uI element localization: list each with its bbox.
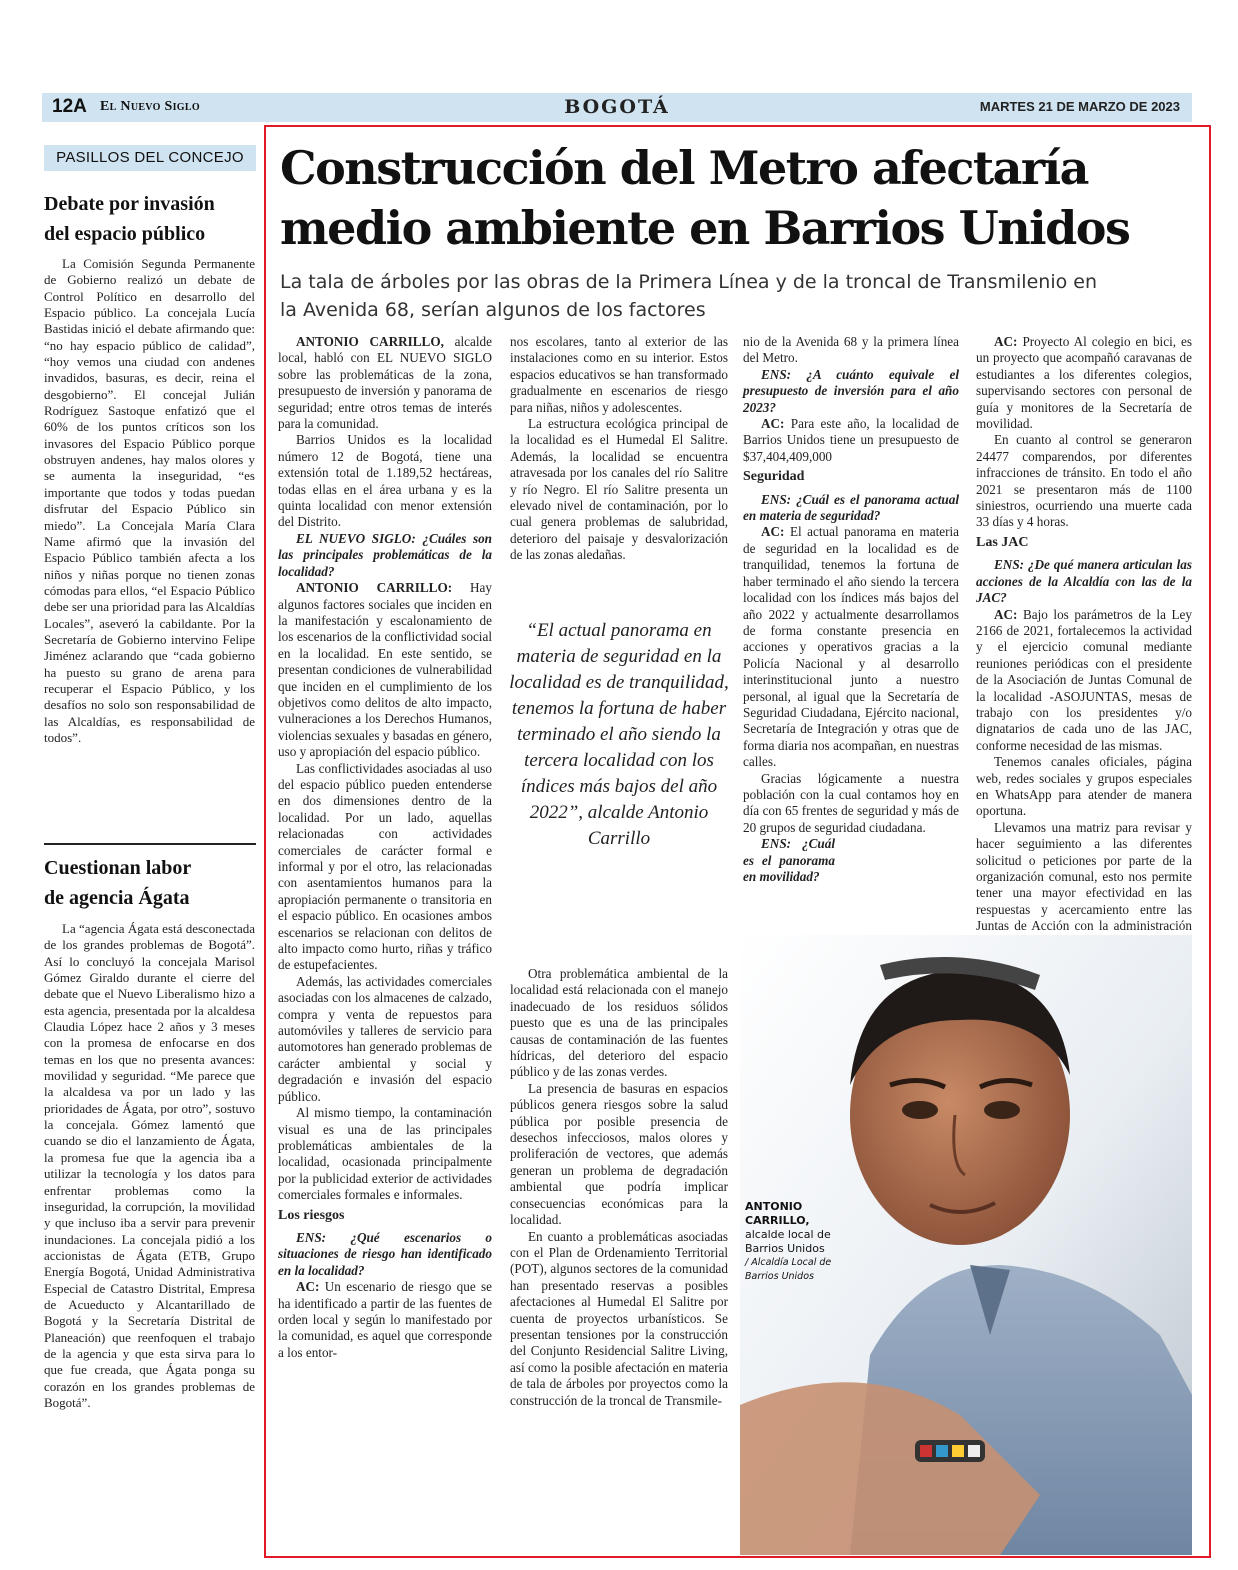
- article-column-2-bottom: [510, 966, 728, 1409]
- paragraph-text: Gracias lógicamente a nuestra población con la cual contamos hoy en día con 65 frentes de seguridad y más de 20 grupos de seguridad ciudadana.: [743, 770, 959, 835]
- answer-text: Hay algunos factores sociales que inciden en la manifestación y escalonamiento de los escenarios de la conflictividad social en la localidad. En este sentido, se presentan condiciones de vulnerabilidad que inciden en el cumplimiento de los objetivos como delitos de alto impacto, vulneraciones a los Derechos Humanos, violencias sexuales y basadas en género, uso y apropiación del espacio público.: [278, 580, 493, 760]
- question-label: ENS:: [761, 491, 792, 507]
- question-text: ¿A cuánto equivale el presupuesto de inversión para el año 2023?: [743, 366, 959, 415]
- caption-credit: / Alcaldía Local de Barrios Unidos: [745, 1257, 832, 1282]
- title-line: Construcción del Metro afectaría: [280, 141, 1088, 195]
- article-column-2-top: [510, 334, 728, 564]
- answer-text: Un escenario de riesgo que se ha identificado a partir de las fuentes de orden local y según lo manifestado por la comunidad, es aquel que corresponde a los entor-: [278, 1279, 493, 1360]
- question-text: ¿Qué escenarios o situaciones de riesgo han identificado en la localidad?: [278, 1229, 493, 1278]
- page-number: 12A: [52, 96, 87, 117]
- answer-label: AC:: [994, 334, 1018, 349]
- question-label: ENS:: [761, 836, 792, 852]
- paragraph-text: nos escolares, tanto al exterior de las instalaciones como en su interior. Estos espacios educativos se han transformado gradualmente en escenarios de riesgo para niñas, niños y adolescentes.: [510, 334, 728, 415]
- subheading: Las JAC: [976, 534, 1029, 550]
- paragraph-text: En cuanto a problemáticas asociadas con el Plan de Ordenamiento Territorial (POT), algunos sectores de la comunidad han presentado reservas a posibles afectaciones al Humedal El Salitre por cuenta de proyectos urbanísticos. Se presentan tensiones por la construcción del Conjunto Residencial Salitre Living, así como la posible afectación en materia de tala de árboles por proyectos como la construcción de la troncal de Transmile-: [510, 1228, 728, 1408]
- sidebar-tag: PASILLOS DEL CONCEJO: [56, 149, 244, 166]
- answer-label: AC:: [994, 606, 1018, 622]
- subheading: Los riesgos: [278, 1207, 345, 1223]
- paragraph-text: Barrios Unidos es la localidad número 12 de Bogotá, tiene una extensión total de 1.189,52 hectáreas, todas ellas en el área urbana y es la quinta localidad con menor extensión del Distrito.: [278, 432, 492, 530]
- answer-label: AC:: [761, 416, 785, 432]
- question-text: ¿Cuáles son las principales problemáticas de la localidad?: [278, 530, 493, 579]
- article-title: [280, 138, 1200, 258]
- answer-label: AC:: [296, 1279, 320, 1295]
- article-deck: [280, 268, 1190, 324]
- paragraph-text: Además, las actividades comerciales asociadas con los almacenes de calzado, compra y venta de repuestos para automóviles y talleres de servicio para automotores han generado problemas de carácter ambiental y social y degradación e invasión del espacio público.: [278, 973, 492, 1104]
- sidebar-story2-headline: [44, 853, 256, 913]
- section-name: BOGOTÁ: [564, 96, 670, 118]
- question-text: ¿Cuál es el panorama en movilidad?: [743, 836, 835, 884]
- photo-caption: [745, 1200, 840, 1284]
- paragraph-text: La presencia de basuras en espacios públicos genera riesgos sobre la salud pública por posible presencia de desechos infecciosos, malos olores y proliferación de vectores, que además generan un problema de degradación ambiental que podría implicar consecuencias económicas para la localidad.: [510, 1080, 728, 1228]
- lead-name: ANTONIO CARRILLO,: [296, 334, 444, 349]
- answer-label: AC:: [761, 524, 785, 540]
- answer-text: El actual panorama en materia de seguridad en la localidad es de tranquilidad, tenemos la fortuna de haber terminado el año siendo la tercera localidad con los índices más bajos del año 2022 y actualmente desarrollamos de forma constante presencia en acciones y operativos gracias a la Policía Nacional y al desarrollo interinstitucional junto a nuestro personal, al igual que la Secretaría de Seguridad Ciudadana, Ejército nacional, Secretaría de Integración y otras que de forma diaria nos acompañan, en nuestras calles.: [743, 524, 959, 770]
- paragraph-text: nio de la Avenida 68 y la primera línea del Metro.: [743, 334, 959, 366]
- subheading: Seguridad: [743, 469, 805, 485]
- issue-date: MARTES 21 DE MARZO DE 2023: [979, 99, 1180, 114]
- question-label: ENS:: [761, 366, 792, 382]
- question-label: EL NUEVO SIGLO:: [296, 530, 416, 546]
- story-paragraph: La “agencia Ágata está desconectada de los grandes problemas de Bogotá”. Así lo concluyó la concejala Marisol Gómez Giraldo durante el cierre del debate que el Nuevo Liberalismo hizo a esta agencia, presentada por la alcaldesa Claudia López hace 2 años y 3 meses con la promesa de enfocarse en dos temas en los que no presenta avances: movilidad y seguridad. “Me parece que la alcaldesa va por un lado y las prioridades de Ágata, por otro”, sostuvo la concejala. Gómez lamentó que cuando se dio el lanzamiento de Ágata, la promesa fue que la agencia iba a utilizar la tecnología y los datos para enfrentar problemas como la inseguridad, la corrupción, la movilidad y que incluso iba a servir para prevenir inundaciones. La concejala pidió a los accionistas de Ágata (ETB, Grupo Energía Bogotá, Unidad Administrativa Especial de Catastro Distrital, Empresa de Acueducto y Alcantarillado de Bogotá y la Secretaría Distrital de Planeación) que reenfoquen el trabajo de la agencia y que esta sirva para lo que fue creada, que Ágata ponga su corazón en los grandes problemas de Bogotá”.: [44, 921, 255, 1410]
- page-header: [42, 93, 1192, 122]
- headline-line: de agencia Ágata: [44, 887, 190, 909]
- question-label: ENS:: [994, 557, 1025, 573]
- paragraph-text: alcalde local, habló con EL NUEVO SIGLO sobre las problemáticas de la zona, presupuesto de inversión y panorama de seguridad; entre otros temas de interés para la comunidad.: [278, 334, 492, 432]
- sidebar-story2-body: [44, 921, 255, 1411]
- title-line: medio ambiente en Barrios Unidos: [280, 201, 1130, 255]
- newspaper-name: El Nuevo Siglo: [100, 99, 200, 114]
- answer-text: Bajo los parámetros de la Ley 2166 de 2021, fortalecemos la actividad y el ejercicio comunal mediante reuniones periódicas con el presidente de la Asociación de Juntas Comunal de la localidad -ASOJUNTAS, mesas de trabajo con los presidentes y/o dignatarios de cada uno de las JAC, conforme necesidad de las mismas.: [976, 606, 1192, 753]
- question-text: ¿De qué manera articulan las acciones de la Alcaldía con las de la JAC?: [976, 557, 1192, 606]
- pull-quote: “El actual panorama en materia de seguridad en la localidad es de tranquilidad, tenemos la fortuna de haber terminado el año siendo la tercera localidad con los índices más bajos del año 2022”, alcalde Antonio Carrillo: [509, 620, 729, 849]
- answer-text: Para este año, la localidad de Barrios Unidos tiene un presupuesto de $37,404,409,000: [743, 416, 959, 464]
- answer-label: ANTONIO CARRILLO:: [296, 580, 453, 596]
- paragraph-text: Llevamos una matriz para revisar y hacer seguimiento a las diferentes solicitud o peticiones por parte de la organización comunal, esto nos permite tener una mayor efectividad en las respuestas y acercamiento entre las Juntas de Acción con la administración: [976, 819, 1192, 934]
- headline-line: Cuestionan labor: [44, 857, 192, 879]
- paragraph-text: La estructura ecológica principal de la localidad es el Humedal El Salitre. Además, la localidad se encuentra atravesada por los canales del río Salitre y río Negro. El río Salitre presenta un elevado nivel de contaminación, por lo cual genera problemas de salubridad, deterioro del paisaje y desvalorización de las zonas aledañas.: [510, 416, 728, 563]
- paragraph-text: Las conflictividades asociadas al uso del espacio público pueden entenderse en dos dimensiones dentro de la localidad. Por un lado, aquellas relacionadas con actividades comerciales de carácter formal e informal y por el otro, las relacionadas con asentamientos humanos para la apropiación permanente o transitoria en el espacio público. En ocasiones ambos escenarios se relacionan con delitos de alto impacto como hurto, riñas y tráfico de estupefacientes.: [278, 760, 492, 973]
- divider: [44, 843, 256, 845]
- paragraph-text: Al mismo tiempo, la contaminación visual es una de las principales problemáticas ambientales de la localidad, ocasionada principalmente por la publicidad exterior de actividades comerciales formales e informales.: [278, 1105, 492, 1203]
- caption-role: alcalde local de Barrios Unidos: [745, 1228, 831, 1255]
- deck-line: La tala de árboles por las obras de la Primera Línea y de la troncal de Transmilenio en: [280, 271, 1097, 293]
- question-label: ENS:: [296, 1229, 327, 1245]
- headline-line: del espacio público: [44, 223, 206, 245]
- article-column-3: [743, 334, 959, 885]
- question-text: ¿Cuál es el panorama actual en materia de seguridad?: [743, 491, 959, 524]
- paragraph-text: Tenemos canales oficiales, página web, redes sociales y grupos especiales en WhatsApp para atender de manera oportuna.: [976, 754, 1192, 819]
- caption-name: ANTONIO CARRILLO,: [745, 1200, 810, 1227]
- answer-text: Proyecto Al colegio en bici, es un proyecto que acompañó caravanas de estudiantes a los diferentes colegios, supervisando sectores con personal de guía y monitores de la Secretaría de movilidad.: [976, 334, 1193, 432]
- sidebar-story1-headline: [44, 189, 256, 249]
- sidebar-story1-body: [44, 256, 255, 746]
- deck-line: la Avenida 68, serían algunos de los factores: [280, 299, 706, 321]
- sidebar-tag-box: [44, 145, 256, 171]
- article-column-4: [976, 334, 1192, 951]
- article-column-1: [278, 334, 492, 1361]
- paragraph-text: En cuanto al control se generaron 24477 comparendos, por diferentes infracciones de tránsito. En todo el año 2021 se presentaron más de 1100 siniestros, ocurriendo una muerte cada 33 días y 4 horas.: [976, 432, 1192, 530]
- paragraph-text: Otra problemática ambiental de la localidad está relacionada con el manejo inadecuado de los residuos sólidos puesto que es una de las principales causas de contaminación de las fuentes hídricas, del deterioro del espacio público y de las zonas verdes.: [510, 966, 728, 1080]
- headline-line: Debate por invasión: [44, 193, 215, 215]
- story-paragraph: La Comisión Segunda Permanente de Gobierno realizó un debate de Control Político en desarrollo del Espacio público. La concejala Lucía Bastidas inició el debate afirmando que: “no hay espacio público de calidad”, “hoy vemos una ciudad con andenes invadidos, basuras, es decir, reina el desgobierno”. El concejal Julián Rodríguez Sastoque enfatizó que el 60% de los puntos críticos son los invasores del Espacio Público porque obstruyen andenes, hay malos olores y se aumenta la inseguridad, “es importante que todos y todas puedan disfrutar del Espacio Público sin miedo”. La Concejala María Clara Name afirmó que la invasión del Espacio Público también afecta a los niños y niñas porque no tienen zonas cómodas para ellos, “el Espacio Público debe ser una prioridad para las Alcaldías Locales”, aseveró la cabildante. Por la Secretaría de Gobierno intervino Felipe Jiménez aclarando que “cada gobierno ha puesto su grano de arena para recuperar el Espacio Público, y los desafíos no solo son responsabilidad de las Alcaldías, es responsabilidad de todos”.: [44, 256, 255, 745]
